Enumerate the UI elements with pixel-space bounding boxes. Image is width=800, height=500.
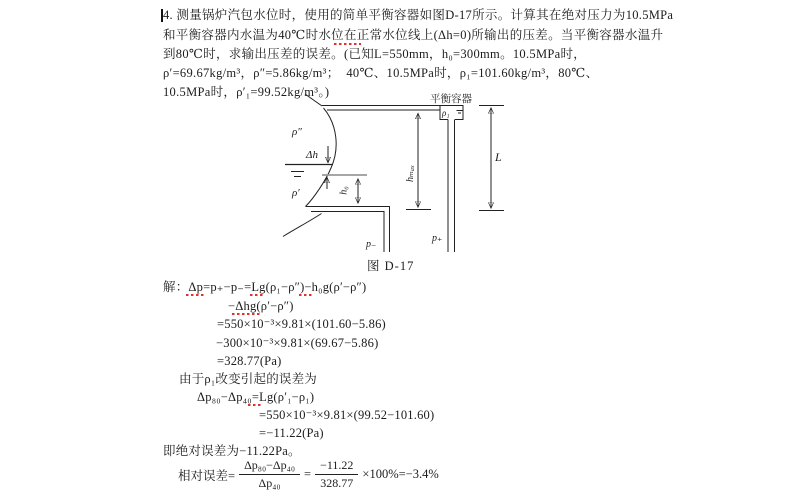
spellcheck-squiggle xyxy=(250,294,263,297)
rho1-label: ρ₁ xyxy=(442,108,450,118)
fraction xyxy=(315,458,358,491)
fraction-numerator: Δp₈₀−Δp₄₀ xyxy=(239,458,300,475)
steam-pipe xyxy=(322,106,440,111)
spellcheck-squiggle xyxy=(334,43,361,46)
spellcheck-squiggle xyxy=(299,294,312,297)
relative-error-formula xyxy=(178,458,439,491)
solution-line: 即绝对误差为−11.22Pa。 xyxy=(163,443,301,458)
fraction-denominator: 328.77 xyxy=(320,476,354,490)
problem-line: 到80℃时，求输出压差的误差。(已知L=550mm，h₀=300mm。10.5MPa时， xyxy=(163,47,587,61)
relative-error-label: 相对误差= xyxy=(178,468,236,483)
solution-line: 由于ρ₁改变引起的误差为 xyxy=(179,372,317,386)
solution-line: =550×10⁻³×9.81×(99.52−101.60) xyxy=(259,408,435,422)
fraction-numerator: −11.22 xyxy=(315,458,358,475)
solution-line: 解：Δp=p₊−p₋=Lg(ρ₁−ρ″)−h₀g(ρ′−ρ″) xyxy=(163,280,367,294)
hmax-label: hₘₐₓ xyxy=(404,165,416,182)
vessel-label: 平衡容器 xyxy=(430,94,472,105)
problem-line: 4. 测量锅炉汽包水位时，使用的简单平衡容器如图D-17所示。计算其在绝对压力为10.5MPa xyxy=(163,8,674,22)
problem-line: ρ′=69.67kg/m³，ρ″=5.86kg/m³； 40℃、10.5MPa时，ρ₁=101.60kg/m³，80℃、 xyxy=(163,65,599,80)
relative-error-result: ×100%=−3.4% xyxy=(362,467,439,481)
spellcheck-squiggle xyxy=(232,313,262,316)
solution-line: =550×10⁻³×9.81×(101.60−5.86) xyxy=(217,317,386,331)
figure-caption: 图 D-17 xyxy=(367,259,415,273)
fraction xyxy=(239,458,300,491)
solution-line: Δp₈₀−Δp₄₀=Lg(ρ′₁−ρ₁) xyxy=(197,390,315,404)
equals-sign: = xyxy=(304,467,312,481)
rho-steam-label: ρ″ xyxy=(292,126,302,138)
solution-line: =328.77(Pa) xyxy=(217,354,282,368)
p-minus-label: p₋ xyxy=(366,239,377,250)
solution-line: −Δhg(ρ′−ρ″) xyxy=(228,299,294,313)
L-label: L xyxy=(495,150,502,164)
fraction-denominator: Δp₄₀ xyxy=(258,476,281,490)
minus-pressure-pipe xyxy=(306,207,390,253)
spellcheck-squiggle xyxy=(248,404,262,407)
problem-line: 10.5MPa时，ρ′₁=99.52kg/m³。) xyxy=(163,84,330,99)
rho-water-label: ρ′ xyxy=(292,187,300,199)
water-level-lines xyxy=(285,165,367,177)
solution-line: −300×10⁻³×9.81×(69.67−5.86) xyxy=(216,335,379,350)
plus-pressure-pipe xyxy=(448,120,455,253)
h0-label: h₀ xyxy=(338,186,350,195)
delta-h-dimension xyxy=(327,146,328,189)
problem-line: 和平衡容器内水温为40℃时水位在正常水位线上(Δh=0)所输出的压差。当平衡容器水温升 xyxy=(163,27,664,42)
delta-h-label: Δh xyxy=(306,149,318,161)
p-plus-label: p₊ xyxy=(432,233,443,244)
solution-line: =−11.22(Pa) xyxy=(259,426,324,440)
drum-outline xyxy=(283,94,336,237)
spellcheck-squiggle xyxy=(186,294,204,297)
hmax-dimension xyxy=(406,114,431,210)
